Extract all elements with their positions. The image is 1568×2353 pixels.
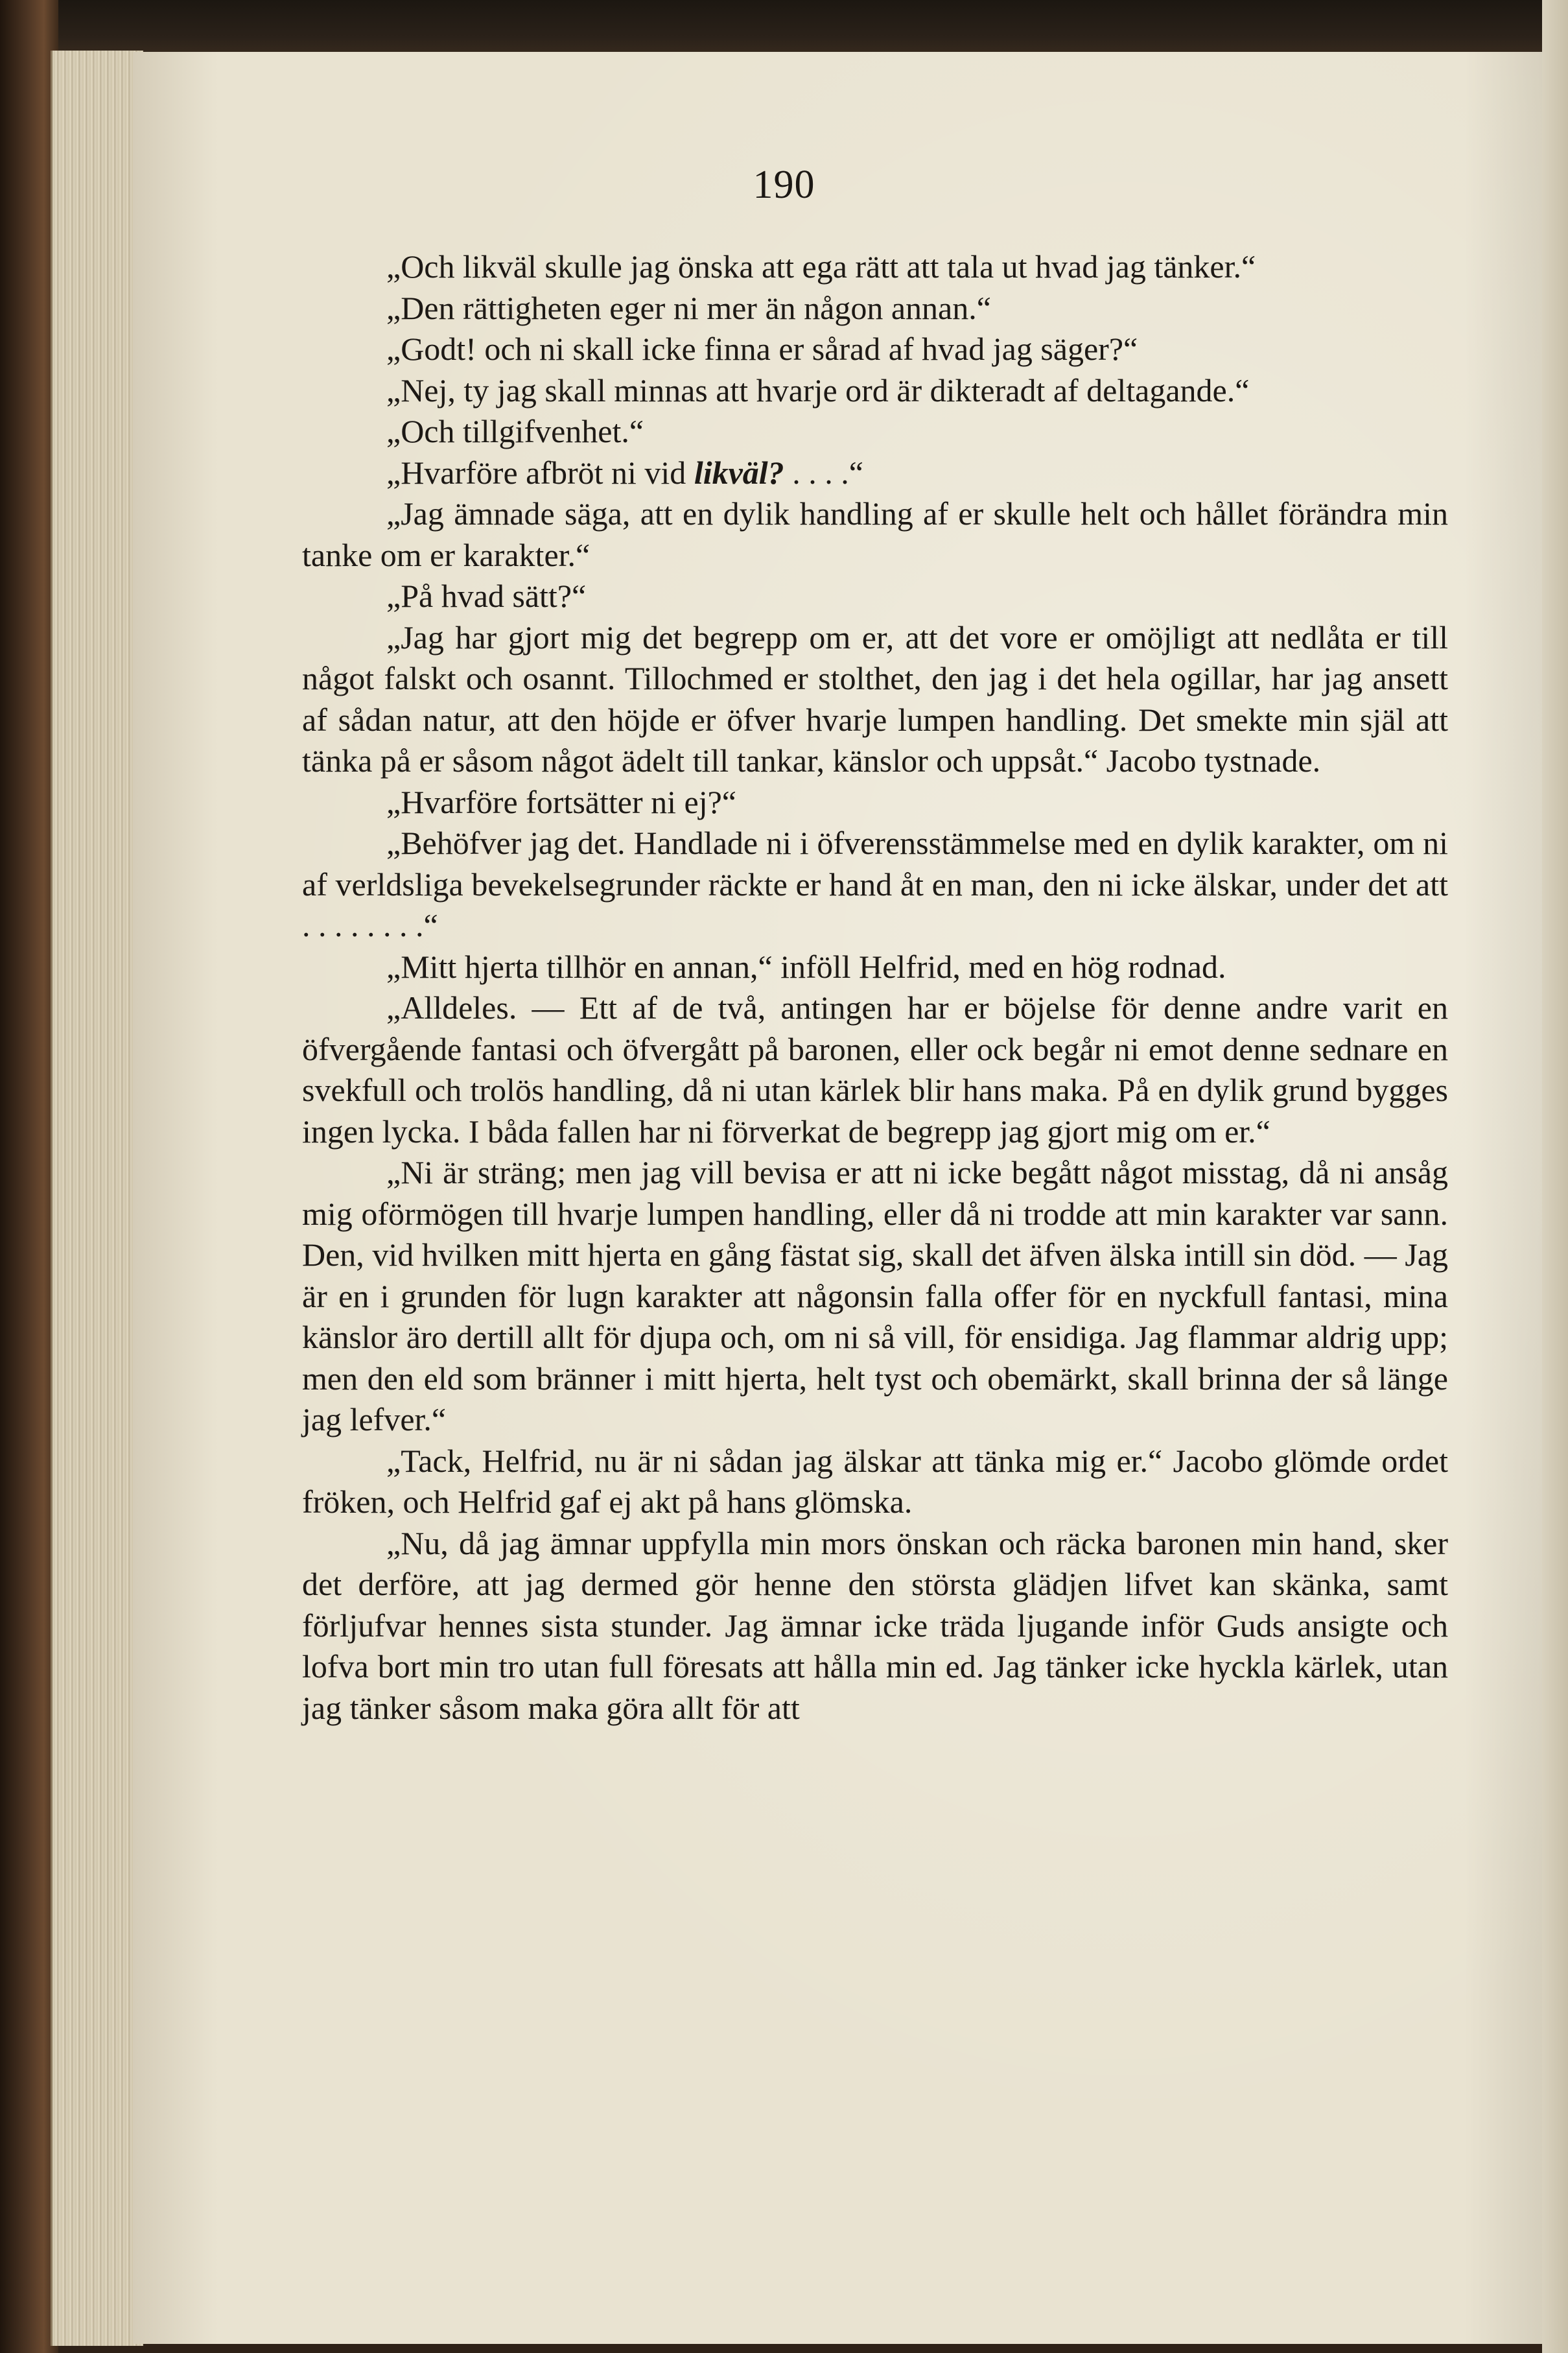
book-binding [0, 0, 58, 2353]
paragraph: „Jag har gjort mig det begrepp om er, att det vore er omöjligt att nedlåta er till något falskt och osannt. Tillochmed er stolthet, den jag i det hela ogillar, har jag ansett af sådan natur, att den höjde er öfver hvarje lumpen handling. Det smekte min själ att tänka på er såsom något ädelt till tankar, känslor och uppsåt.“ Jacobo tystnade. [302, 619, 1448, 779]
paragraph-text: „Hvarföre afbröt ni vid [386, 454, 694, 491]
paragraph: „Godt! och ni skall icke finna er sårad af hvad jag säger?“ [386, 331, 1138, 367]
page-edges-stack [51, 51, 143, 2346]
paragraph: „På hvad sätt?“ [386, 578, 587, 614]
paragraph: „Och likväl skulle jag önska att ega rätt att tala ut hvad jag tänker.“ [386, 248, 1256, 285]
paragraph: „Jag ämnade säga, att en dylik handling af er skulle helt och hållet förändra min tanke om er karakter.“ [302, 495, 1448, 573]
paragraph: „Alldeles. — Ett af de två, antingen har er böjelse för denne andre varit en öfvergående fantasi och öfvergått på baronen, eller ock begår ni emot denne sednare en svekfull och trolös handling, då ni utan kärlek blir hans maka. På en dylik grund bygges ingen lycka. I båda fallen har ni förverkat de begrepp jag gjort mig om er.“ [302, 989, 1448, 1150]
paragraph: „Och tillgifvenhet.“ [386, 413, 644, 449]
paragraph: „Behöfver jag det. Handlade ni i öfverensstämmelse med en dylik karakter, om ni af verldsliga bevekelsegrunder räckte er hand åt en man, den ni icke älskar, under det att . . . . . . . .“ [302, 825, 1448, 943]
page-right-edge [1542, 0, 1568, 2353]
paragraph: „Mitt hjerta tillhör en annan,“ inföll Helfrid, med en hög rodnad. [386, 948, 1226, 985]
page-number: 190 [753, 163, 815, 207]
paragraph: „Hvarföre fortsätter ni ej?“ [386, 783, 736, 820]
paragraph: „Tack, Helfrid, nu är ni sådan jag älskar att tänka mig er.“ Jacobo glömde ordet fröken, och Helfrid gaf ej akt på hans glömska. [302, 1442, 1448, 1520]
paragraph-text: . . . .“ [784, 454, 863, 491]
paragraph: „Den rättigheten eger ni mer än någon annan.“ [386, 289, 991, 326]
paragraph: „Nej, ty jag skall minnas att hvarje ord är dikteradt af deltagande.“ [386, 372, 1250, 408]
paragraph: „Ni är sträng; men jag vill bevisa er att ni icke begått något misstag, då ni ansåg mig oförmögen till hvarje lumpen handling, eller då ni trodde att min karakter var sann. Den, vid hvilken mitt hjerta en gång fästat sig, skall det äfven älska intill sin död. — Jag är en i grunden för lugn karakter att någonsin falla offer för en nyckfull fantasi, mina känslor äro dertill allt för djupa och, om ni så vill, för ensidiga. Jag flammar aldrig upp; men den eld som bränner i mitt hjerta, helt tyst och obemärkt, skall brinna der så länge jag lefver.“ [302, 1154, 1448, 1437]
paragraph: „Nu, då jag ämnar uppfylla min mors önskan och räcka baronen min hand, sker det derföre, att jag dermed gör henne den största glädjen lifvet kan skänka, samt förljufvar hennes sista stunder. Jag ämnar icke träda ljugande inför Guds ansigte och lofva bort min tro utan full föresats att hålla min ed. Jag tänker icke hyckla kärlek, utan jag tänker såsom maka göra allt för att [302, 1524, 1448, 1726]
emphasized-word: likväl? [694, 454, 784, 491]
paragraph [302, 453, 1448, 494]
body-text [302, 246, 1448, 1729]
